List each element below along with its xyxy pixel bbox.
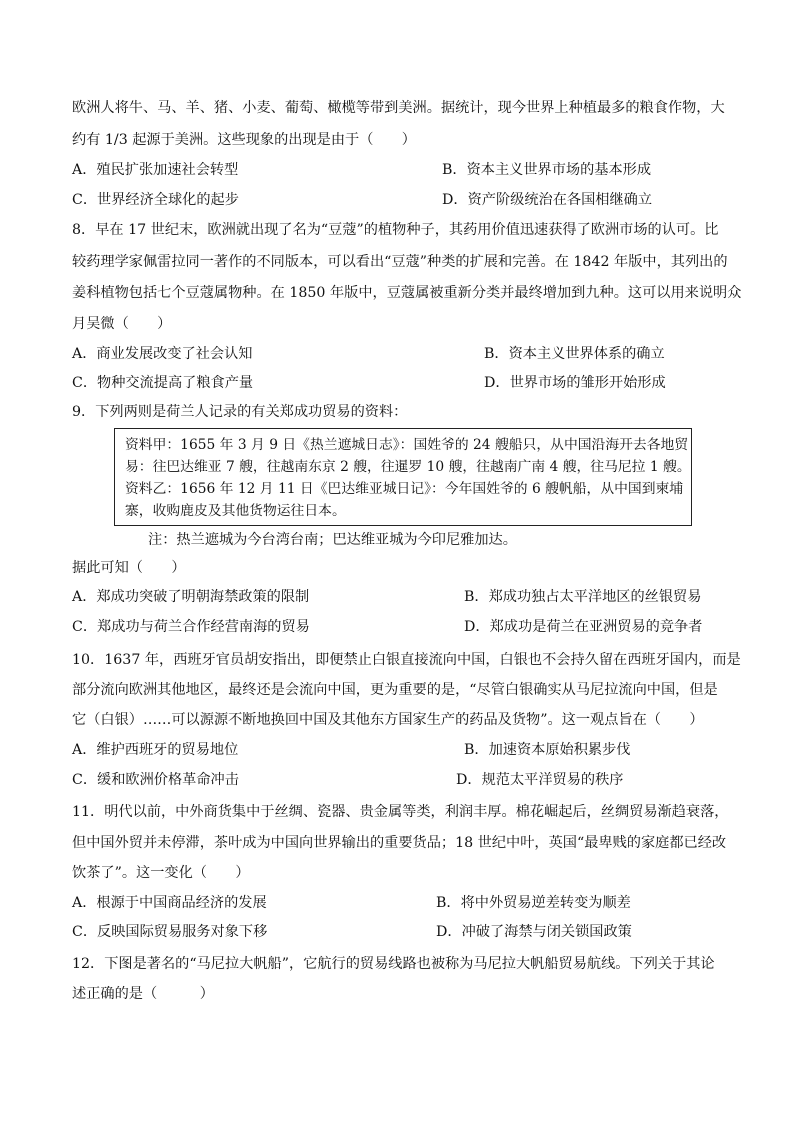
q10-option-b[interactable]: B．加速资本原始积累步伐	[464, 742, 631, 758]
q9-source-box	[114, 428, 692, 526]
q7-stem-line-1: 欧洲人将牛、马、羊、猪、小麦、葡萄、橄榄等带到美洲。据统计，现今世界上种植最多的粮食作物，大	[72, 100, 725, 116]
q8-stem-line-4: 月吴微（ ）	[72, 316, 172, 332]
q11-stem-line-3: 饮茶了”。这一变化（ ）	[72, 865, 250, 881]
q12-stem-line-1: 12．下图是著名的“马尼拉大帆船”，它航行的贸易线路也被称为马尼拉大帆船贸易航线。下列关于其论	[72, 956, 715, 972]
q9-box-line-3: 资料乙：1656 年 12 月 11 日《巴达维亚城日记》：今年国姓爷的 6 艘帆船，从中国到柬埔	[125, 481, 684, 497]
q9-note: 注：热兰遮城为今台湾台南；巴达维亚城为今印尼雅加达。	[148, 532, 517, 548]
q9-option-b[interactable]: B．郑成功独占太平洋地区的丝银贸易	[464, 589, 702, 605]
q10-option-c[interactable]: C．缓和欧洲价格革命冲击	[72, 772, 239, 788]
q7-stem-line-2: 约有 1/3 起源于美洲。这些现象的出现是由于（ ）	[72, 132, 416, 148]
q8-stem-line-1: 8．早在 17 世纪末，欧洲就出现了名为“豆蔻”的植物种子，其药用价值迅速获得了欧洲市场的认可。比	[72, 222, 719, 238]
q11-option-d[interactable]: D．冲破了海禁与闭关锁国政策	[436, 924, 632, 940]
q10-option-a[interactable]: A．维护西班牙的贸易地位	[72, 742, 239, 758]
q11-stem-line-1: 11．明代以前，中外商货集中于丝绸、瓷器、贵金属等类，利润丰厚。棉花崛起后，丝绸贸易渐趋衰落，	[72, 804, 729, 820]
q8-stem-line-2: 较药理学家佩雷拉同一著作的不同版本，可以看出“豆蔻”种类的扩展和完善。在 1842 年版中，其列出的	[72, 254, 728, 270]
q9-option-c[interactable]: C．郑成功与荷兰合作经营南海的贸易	[72, 619, 310, 635]
q12-stem-line-2: 述正确的是（ ）	[72, 986, 214, 1002]
q11-stem-line-2: 但中国外贸并未停滞，茶叶成为中国向世界输出的重要货品；18 世纪中叶，英国“最卑贱的家庭都已经改	[72, 835, 727, 851]
q9-box-line-4: 寨，收购鹿皮及其他货物运往日本。	[125, 503, 346, 519]
q8-stem-line-3: 姜科植物包括七个豆蔻属物种。在 1850 年版中，豆蔻属被重新分类并最终增加到九种。这可以用来说明众	[72, 285, 742, 301]
q7-option-a[interactable]: A．殖民扩张加速社会转型	[72, 162, 239, 178]
q7-option-b[interactable]: B．资本主义世界市场的基本形成	[442, 162, 652, 178]
q11-option-b[interactable]: B．将中外贸易逆差转变为顺差	[436, 895, 631, 911]
q8-option-a[interactable]: A．商业发展改变了社会认知	[72, 346, 253, 362]
q10-stem-line-3: 它（白银）……可以源源不断地换回中国及其他东方国家生产的药品及货物”。这一观点旨在（ ）	[72, 712, 704, 728]
q10-stem-line-1: 10．1637 年，西班牙官员胡安指出，即便禁止白银直接流向中国，白银也不会持久留在西班牙国内，而是	[72, 652, 741, 668]
q9-box-line-2: 易：往巴达维亚 7 艘，往越南东京 2 艘，往暹罗 10 艘，往越南广南 4 艘，往马尼拉 1 艘。	[125, 459, 691, 475]
q9-prompt: 据此可知（ ）	[72, 560, 186, 576]
q8-option-b[interactable]: B．资本主义世界体系的确立	[484, 346, 665, 362]
q8-option-d[interactable]: D．世界市场的雏形开始形成	[484, 375, 666, 391]
q9-stem-line-1: 9．下列两则是荷兰人记录的有关郑成功贸易的资料：	[72, 404, 408, 420]
q7-option-c[interactable]: C．世界经济全球化的起步	[72, 192, 239, 208]
q11-option-c[interactable]: C．反映国际贸易服务对象下移	[72, 924, 268, 940]
q9-option-a[interactable]: A．郑成功突破了明朝海禁政策的限制	[72, 589, 310, 605]
q10-stem-line-2: 部分流向欧洲其他地区，最终还是会流向中国，更为重要的是，“尽管白银确实从马尼拉流向中国，但是	[72, 682, 718, 698]
q7-option-d[interactable]: D．资产阶级统治在各国相继确立	[442, 192, 653, 208]
q9-option-d[interactable]: D．郑成功是荷兰在亚洲贸易的竞争者	[464, 619, 703, 635]
q11-option-a[interactable]: A．根源于中国商品经济的发展	[72, 895, 267, 911]
q10-option-d[interactable]: D．规范太平洋贸易的秩序	[456, 772, 624, 788]
q9-box-line-1: 资料甲：1655 年 3 月 9 日《热兰遮城日志》：国姓爷的 24 艘船只，从中国沿海开去各地贸	[125, 437, 689, 453]
q8-option-c[interactable]: C．物种交流提高了粮食产量	[72, 375, 254, 391]
